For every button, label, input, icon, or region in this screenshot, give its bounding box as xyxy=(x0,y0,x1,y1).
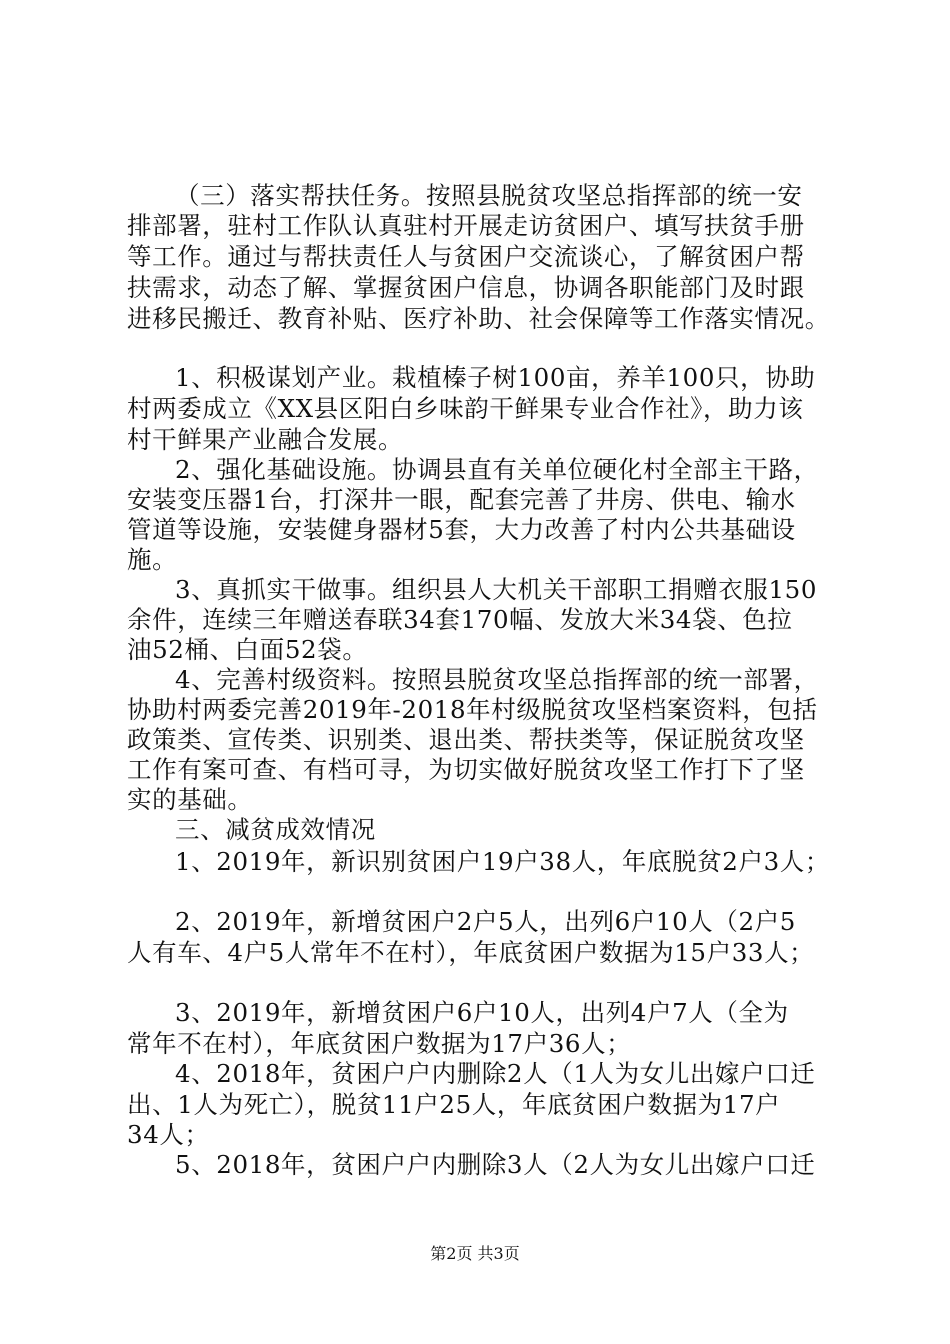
paragraph-line: 进移民搬迁、教育补贴、医疗补助、社会保障等工作落实情况。 xyxy=(127,304,830,333)
paragraph-line: 村干鲜果产业融合发展。 xyxy=(127,425,404,454)
page-footer xyxy=(0,1244,950,1264)
paragraph-line: 3、真抓实干做事。组织县人大机关干部职工捐赠衣服150 xyxy=(175,575,818,604)
paragraph-line: 余件，连续三年赠送春联34套170幅、发放大米34袋、色拉 xyxy=(127,605,793,634)
paragraph-line: 5、2018年，贫困户户内删除3人（2人为女儿出嫁户口迁 xyxy=(175,1150,816,1179)
paragraph-line: 34人； xyxy=(127,1120,210,1149)
paragraph-line: 出、1人为死亡），脱贫11户25人，年底贫困户数据为17户 xyxy=(127,1090,781,1119)
paragraph-line: 1、2019年，新识别贫困户19户38人，年底脱贫2户3人； xyxy=(175,847,830,876)
paragraph-line: 4、2018年，贫困户户内删除2人（1人为女儿出嫁户口迁 xyxy=(175,1059,816,1088)
paragraph-line: 2、2019年，新增贫困户2户5人，出列6户10人（2户5 xyxy=(175,907,796,936)
paragraph-line: 4、完善村级资料。按照县脱贫攻坚总指挥部的统一部署， xyxy=(175,665,819,694)
paragraph-line: 常年不在村），年底贫困户数据为17户36人； xyxy=(127,1029,632,1058)
paragraph-line: 安装变压器1台，打深井一眼，配套完善了井房、供电、输水 xyxy=(127,485,796,514)
paragraph-line: 2、强化基础设施。协调县直有关单位硬化村全部主干路， xyxy=(175,455,819,484)
paragraph-line: （三）落实帮扶任务。按照县脱贫攻坚总指挥部的统一安 xyxy=(175,181,803,210)
paragraph-line: 人有车、4户5人常年不在村），年底贫困户数据为15户33人； xyxy=(127,938,815,967)
paragraph-line: 工作有案可查、有档可寻，为切实做好脱贫攻坚工作打下了坚 xyxy=(127,755,805,784)
section-heading: 三、减贫成效情况 xyxy=(175,815,376,844)
page-number-label: 第2页 共3页 xyxy=(430,1244,520,1263)
paragraph-line: 3、2019年，新增贫困户6户10人，出列4户7人（全为 xyxy=(175,998,789,1027)
paragraph-line: 施。 xyxy=(127,545,178,574)
paragraph-line: 实的基础。 xyxy=(127,785,253,814)
paragraph-line: 村两委成立《XX县区阳白乡味韵干鲜果专业合作社》，助力该 xyxy=(127,394,804,423)
paragraph-line: 1、积极谋划产业。栽植榛子树100亩，养羊100只，协助 xyxy=(175,363,816,392)
paragraph-line: 等工作。通过与帮扶责任人与贫困户交流谈心，了解贫困户帮 xyxy=(127,242,805,271)
paragraph-line: 协助村两委完善2019年-2018年村级脱贫攻坚档案资料，包括 xyxy=(127,695,818,724)
paragraph-line: 油52桶、白面52袋。 xyxy=(127,635,368,664)
paragraph-line: 政策类、宣传类、识别类、退出类、帮扶类等，保证脱贫攻坚 xyxy=(127,725,805,754)
paragraph-line: 扶需求，动态了解、掌握贫困户信息，协调各职能部门及时跟 xyxy=(127,273,805,302)
paragraph-line: 管道等设施，安装健身器材5套，大力改善了村内公共基础设 xyxy=(127,515,796,544)
paragraph-line: 排部署，驻村工作队认真驻村开展走访贫困户、填写扶贫手册 xyxy=(127,211,805,240)
